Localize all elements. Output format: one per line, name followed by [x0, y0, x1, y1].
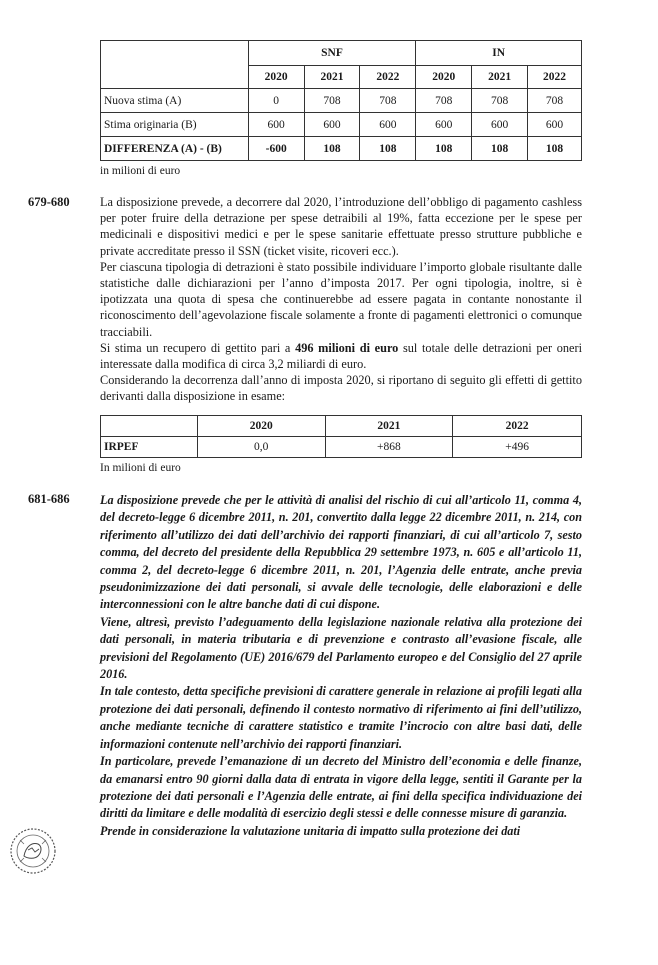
irpef-table	[100, 415, 582, 458]
table-cell: 108	[304, 137, 360, 161]
paragraph: Per ciascuna tipologia di detrazioni è stato possibile individuare l’importo globale risultante dalle statistiche dalle dichiarazioni per l’anno d’imposta 2017. Per ogni tipologia, inoltre, si è ipotizzata una quota di spesa che continuerebbe ad essere pagata in contante nonostante il riconoscimento dell’agevolazione fiscale solamente a fronte di pagamenti elettronici o comunque tracciabili.	[100, 259, 582, 339]
year-header: 2022	[453, 416, 582, 437]
paragraph: Viene, altresì, previsto l’adeguamento della legislazione nazionale relativa alla protezione dei dati personali, in materia tributaria e di prevenzione e contrasto all’evasione fiscale, alle previsioni del Regolamento (UE) 2016/679 del Parlamento europeo e del Consiglio del 27 aprile 2016.	[100, 614, 582, 682]
year-header: 2021	[325, 416, 453, 437]
row-label: IRPEF	[101, 437, 198, 458]
table-cell: 108	[472, 137, 528, 161]
paragraph: La disposizione prevede che per le attività di analisi del rischio di cui all’articolo 11, comma 4, del decreto-legge 6 dicembre 2011, n. 201, convertito dalla legge 22 dicembre 2011, n. 214, con riferimento all’utilizzo dei dati dell’archivio dei rapporti finanziari, di cui all’articolo 7, sesto comma, del decreto del presidente della Repubblica 29 settembre 1973, n. 605 e all’articolo 11, comma 2, del decreto-legge 6 dicembre 2011, n. 201, l’Agenzia delle entrate, anche previa pseudonimizzazione dei dati personali, si avvale delle tecnologie, delle elaborazioni e delle interconnessioni con le altre banche dati di cui dispone.	[100, 493, 582, 612]
year-header: 2020	[416, 66, 472, 89]
table-cell: -600	[248, 137, 304, 161]
paragraph: Considerando la decorrenza dall’anno di imposta 2020, si riportano di seguito gli effetti di gettito derivanti dalla disposizione in esame:	[100, 373, 582, 404]
table-cell: 600	[248, 113, 304, 137]
bold-amount: 496 milioni di euro	[295, 340, 399, 355]
year-header: 2022	[528, 66, 582, 89]
table-cell: 108	[416, 137, 472, 161]
table-row	[101, 113, 582, 137]
paragraph: La disposizione prevede, a decorrere dal 2020, l’introduzione dell’obbligo di pagamento cashless per poter fruire della detrazione per spese detraibili al 19%, fatta eccezione per le spese per medicinali e dispositivi medici e per le spese sanitarie effettuate presso strutture pubbliche e private accreditate presso il SSN (ticket visite, ricoveri ecc.).	[100, 195, 582, 258]
year-header: 2020	[197, 416, 325, 437]
table-cell: 708	[472, 89, 528, 113]
row-label: Nuova stima (A)	[101, 89, 249, 113]
group-header-snf: SNF	[248, 41, 416, 66]
section-body	[100, 194, 582, 405]
table-corner-cell	[101, 41, 249, 89]
section-ref: 679-680	[28, 195, 70, 209]
paragraph: In tale contesto, detta specifiche previsioni di carattere generale in relazione ai profili legati alla protezione dei dati personali, definendo il contesto normativo di riferimento ai fini dell’utilizzo, anche mediante tecniche di carattere statistico e tramite l’incrocio con altre basi dati, delle informazioni contenute nell’archivio dei rapporti finanziari.	[100, 684, 582, 751]
text-span: sul totale delle detrazioni per oneri interessate dalla modifica di circa 3,2 miliardi di euro.	[100, 340, 582, 372]
table-cell: 108	[360, 137, 416, 161]
table-cell: +868	[325, 437, 453, 458]
paragraph: Prende in considerazione la valutazione unitaria di impatto sulla protezione dei dati	[100, 823, 521, 838]
year-header: 2021	[472, 66, 528, 89]
table-corner-cell	[101, 416, 198, 437]
year-header: 2022	[360, 66, 416, 89]
table-row	[101, 437, 582, 458]
table-cell: 108	[528, 137, 582, 161]
table-cell: 600	[416, 113, 472, 137]
paragraph: In particolare, prevede l’emanazione di un decreto del Ministro dell’economia e delle finanze, da emanarsi entro 90 giorni dalla data di entrata in vigore della legge, sentiti il Garante per la protezione dei dati personali e l’Agenzia delle entrate, ai fini della specifica individuazione dei diritti da limitare e delle modalità di esercizio degli stessi e delle connesse misure di garanzia.	[100, 754, 582, 821]
section-ref: 681-686	[28, 492, 70, 506]
table-cell: 600	[528, 113, 582, 137]
table-cell: 0,0	[197, 437, 325, 458]
group-header-in: IN	[416, 41, 582, 66]
table-cell: +496	[453, 437, 582, 458]
year-header: 2021	[304, 66, 360, 89]
table-cell: 600	[472, 113, 528, 137]
table-note: in milioni di euro	[100, 165, 181, 177]
table-row	[101, 137, 582, 161]
table-cell: 600	[304, 113, 360, 137]
table-cell: 708	[360, 89, 416, 113]
table-row	[101, 89, 582, 113]
paragraph	[100, 340, 582, 372]
text-span: Si stima un recupero di gettito pari a	[100, 340, 296, 355]
section-body	[100, 492, 582, 840]
row-label: Stima originaria (B)	[101, 113, 249, 137]
seal-stamp-icon	[8, 826, 58, 876]
table-cell: 708	[416, 89, 472, 113]
table-cell: 600	[360, 113, 416, 137]
year-header: 2020	[248, 66, 304, 89]
table-cell: 708	[528, 89, 582, 113]
table-cell: 708	[304, 89, 360, 113]
row-label: DIFFERENZA (A) - (B)	[101, 137, 249, 161]
table-cell: 0	[248, 89, 304, 113]
table-note: In milioni di euro	[100, 462, 181, 474]
comparison-table	[100, 40, 582, 161]
